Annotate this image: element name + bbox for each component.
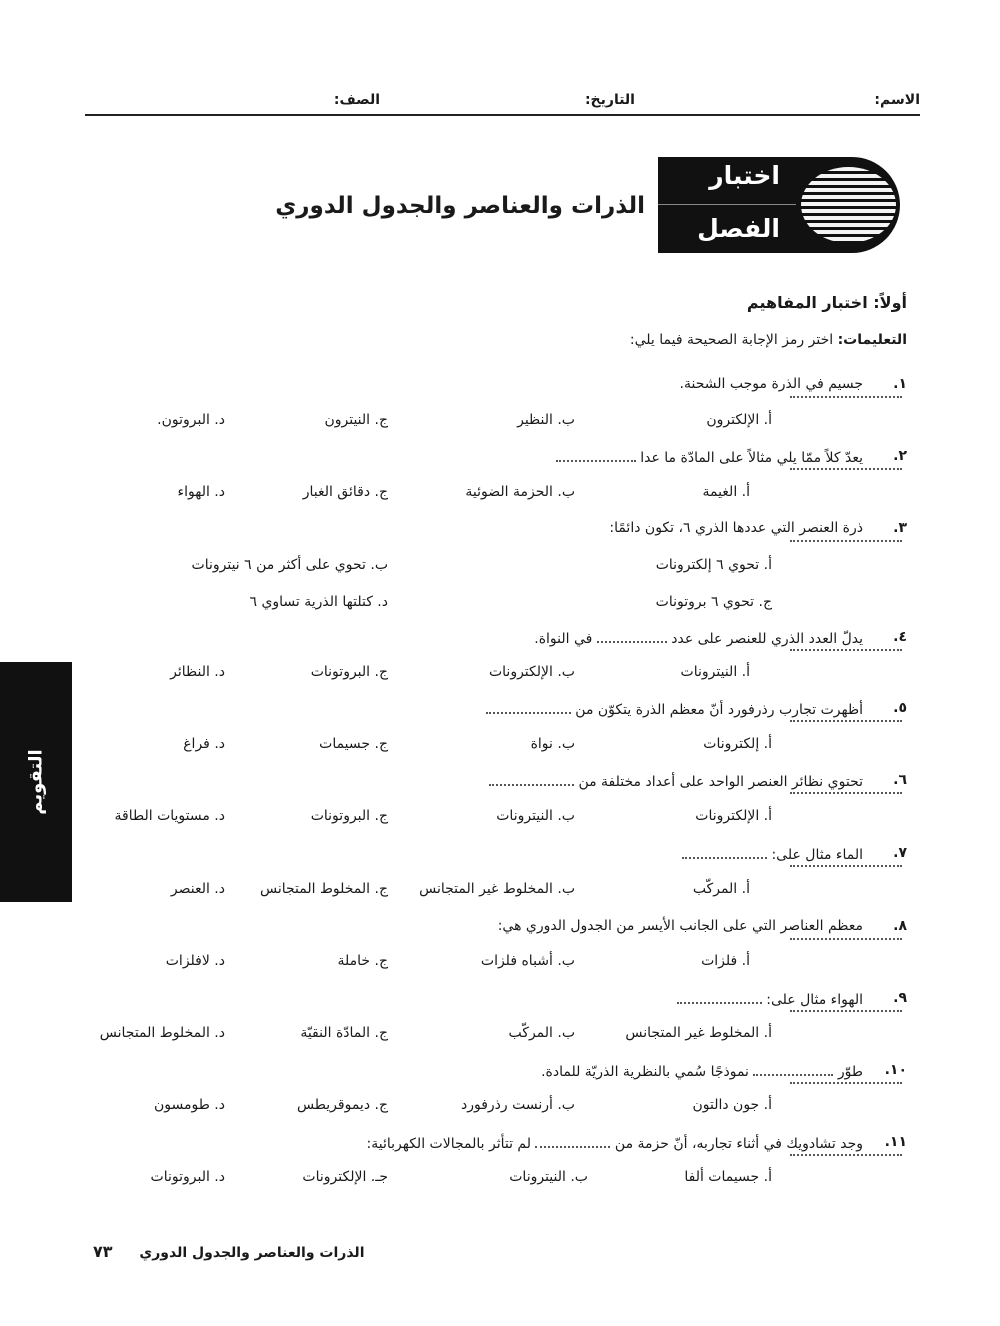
section-heading: أولاً: اختبار المفاهيم	[746, 293, 907, 312]
option-b[interactable]: ب. أشباه فلزات	[480, 953, 575, 969]
option-d[interactable]: د. البروتون.	[157, 412, 225, 428]
page-title: الذرات والعناصر والجدول الدوري	[275, 193, 645, 219]
striped-globe-icon	[801, 167, 896, 243]
instructions-label: التعليمات:	[837, 332, 907, 348]
option-d[interactable]: د. طومسون	[153, 1097, 225, 1113]
inline-blank[interactable]	[535, 1134, 610, 1148]
option-b[interactable]: ب. النظير	[517, 412, 575, 428]
answer-blank-2[interactable]	[790, 456, 902, 470]
page-footer	[93, 1242, 365, 1261]
question-number: ٩.	[893, 990, 907, 1006]
question-number: ١.	[893, 376, 907, 392]
option-c[interactable]: ج. البروتونات	[310, 808, 388, 824]
option-b[interactable]: ب. نواة	[530, 736, 575, 752]
option-c[interactable]: ج. خاملة	[337, 953, 388, 969]
option-b[interactable]: ب. المركّب	[508, 1025, 575, 1041]
option-a[interactable]: أ. الإلكترونات	[695, 808, 772, 824]
answer-blank-7[interactable]	[790, 853, 902, 867]
option-c[interactable]: ج. ديموقريطس	[296, 1097, 388, 1113]
question-text: الهواء مثال على:	[766, 992, 863, 1008]
option-c[interactable]: ج. تحوي ٦ بروتونات	[655, 594, 772, 610]
option-a[interactable]: أ. جون دالتون	[692, 1097, 772, 1113]
option-a[interactable]: أ. تحوي ٦ إلكترونات	[655, 557, 772, 573]
question-text-end: لم تتأثر بالمجالات الكهربائية:	[366, 1136, 532, 1152]
option-c[interactable]: ج. جسيمات	[319, 736, 388, 752]
question-number: ٣.	[893, 520, 907, 536]
date-label: التاريخ:	[584, 92, 635, 108]
inline-blank[interactable]	[682, 845, 767, 859]
question-text: جسيم في الذرة موجب الشحنة.	[679, 376, 863, 392]
question-text-end: في النواة.	[534, 631, 593, 647]
answer-blank-9[interactable]	[790, 998, 902, 1012]
side-tab-label: التقويم	[25, 749, 47, 815]
option-b[interactable]: ب. النيترونات	[509, 1169, 588, 1185]
student-info-header	[85, 92, 920, 116]
option-a[interactable]: أ. المركّب	[692, 881, 750, 897]
answer-blank-3[interactable]	[790, 528, 902, 542]
question-text: ذرة العنصر التي عددها الذري ٦، تكون دائمًا:	[609, 520, 863, 536]
option-d[interactable]: د. العنصر	[170, 881, 225, 897]
option-d[interactable]: د. مستويات الطاقة	[114, 808, 225, 824]
option-b[interactable]: ب. أرنست رذرفورد	[461, 1097, 575, 1113]
name-label: الاسم:	[874, 92, 920, 108]
answer-blank-6[interactable]	[790, 780, 902, 794]
option-c[interactable]: ج. المخلوط المتجانس	[259, 881, 388, 897]
question-text: طوّر	[837, 1064, 863, 1080]
answer-blank-8[interactable]	[790, 926, 902, 940]
question-text: تحتوي نظائر العنصر الواحد على أعداد مختلفة من	[578, 774, 863, 790]
option-b[interactable]: ب. تحوي على أكثر من ٦ نيترونات	[191, 557, 388, 573]
question-number: ٢.	[893, 448, 907, 464]
answer-blank-10[interactable]	[790, 1070, 902, 1084]
option-d[interactable]: د. الهواء	[177, 484, 225, 500]
instructions-text: اختر رمز الإجابة الصحيحة فيما يلي:	[629, 332, 834, 348]
question-text: أظهرت تجارب رذرفورد أنّ معظم الذرة يتكوّن من	[575, 702, 863, 718]
chapter-test-badge	[658, 157, 900, 253]
option-c[interactable]: ج. دقائق الغبار	[302, 484, 388, 500]
option-a[interactable]: أ. المخلوط غير المتجانس	[625, 1025, 772, 1041]
option-c[interactable]: جـ. الإلكترونات	[302, 1169, 388, 1185]
option-b[interactable]: ب. المخلوط غير المتجانس	[419, 881, 575, 897]
page-number: ٧٣	[93, 1242, 113, 1261]
question-number: ٧.	[893, 845, 907, 861]
option-d[interactable]: د. النظائر	[170, 664, 225, 680]
option-a[interactable]: أ. فلزات	[701, 953, 750, 969]
option-a[interactable]: أ. جسيمات ألفا	[684, 1169, 772, 1185]
option-d[interactable]: د. لافلزات	[165, 953, 225, 969]
question-text: وجد تشادويك في أثناء تجاربه، أنّ حزمة من	[614, 1136, 863, 1152]
badge-word-chapter: الفصل	[697, 214, 780, 243]
option-b[interactable]: ب. النيترونات	[496, 808, 575, 824]
inline-blank[interactable]	[597, 629, 667, 643]
option-c[interactable]: ج. المادّة النقيّة	[300, 1025, 388, 1041]
question-number: ٥.	[893, 700, 907, 716]
inline-blank[interactable]	[556, 448, 636, 462]
option-a[interactable]: أ. إلكترونات	[703, 736, 772, 752]
badge-divider	[658, 204, 796, 205]
option-b[interactable]: ب. الإلكترونات	[488, 664, 575, 680]
badge-word-test: اختبار	[709, 161, 780, 190]
question-text: الماء مثال على:	[771, 847, 863, 863]
answer-blank-11[interactable]	[790, 1142, 902, 1156]
question-text-end: نموذجًا سُمي بالنظرية الذريّة للمادة.	[541, 1064, 749, 1080]
option-a[interactable]: أ. النيترونات	[680, 664, 750, 680]
option-a[interactable]: أ. الغيمة	[702, 484, 750, 500]
answer-blank-5[interactable]	[790, 708, 902, 722]
inline-blank[interactable]	[486, 700, 571, 714]
class-label: الصف:	[333, 92, 380, 108]
inline-blank[interactable]	[489, 772, 574, 786]
question-number: ٦.	[893, 772, 907, 788]
question-number: ١١.	[884, 1134, 907, 1150]
question-text: يدلّ العدد الذري للعنصر على عدد	[671, 631, 863, 647]
question-text: يعدّ كلاً ممّا يلي مثالاً على المادّة ما عدا	[640, 450, 863, 466]
option-b[interactable]: ب. الحزمة الضوئية	[465, 484, 575, 500]
option-d[interactable]: د. البروتونات	[150, 1169, 225, 1185]
question-text: معظم العناصر التي على الجانب الأيسر من الجدول الدوري هي:	[497, 918, 863, 934]
option-d[interactable]: د. فراغ	[183, 736, 225, 752]
question-number: ٤.	[893, 629, 907, 645]
option-d[interactable]: د. كتلتها الذرية تساوي ٦	[249, 594, 388, 610]
option-c[interactable]: ج. النيترون	[324, 412, 388, 428]
answer-blank-1[interactable]	[790, 384, 902, 398]
footer-title: الذرات والعناصر والجدول الدوري	[139, 1245, 365, 1261]
inline-blank[interactable]	[677, 990, 762, 1004]
option-a[interactable]: أ. الإلكترون	[706, 412, 772, 428]
option-c[interactable]: ج. البروتونات	[310, 664, 388, 680]
instructions	[630, 332, 907, 348]
question-number: ٨.	[893, 918, 907, 934]
answer-blank-4[interactable]	[790, 637, 902, 651]
evaluation-side-tab	[0, 662, 72, 902]
option-d[interactable]: د. المخلوط المتجانس	[99, 1025, 225, 1041]
question-number: ١٠.	[884, 1062, 907, 1078]
